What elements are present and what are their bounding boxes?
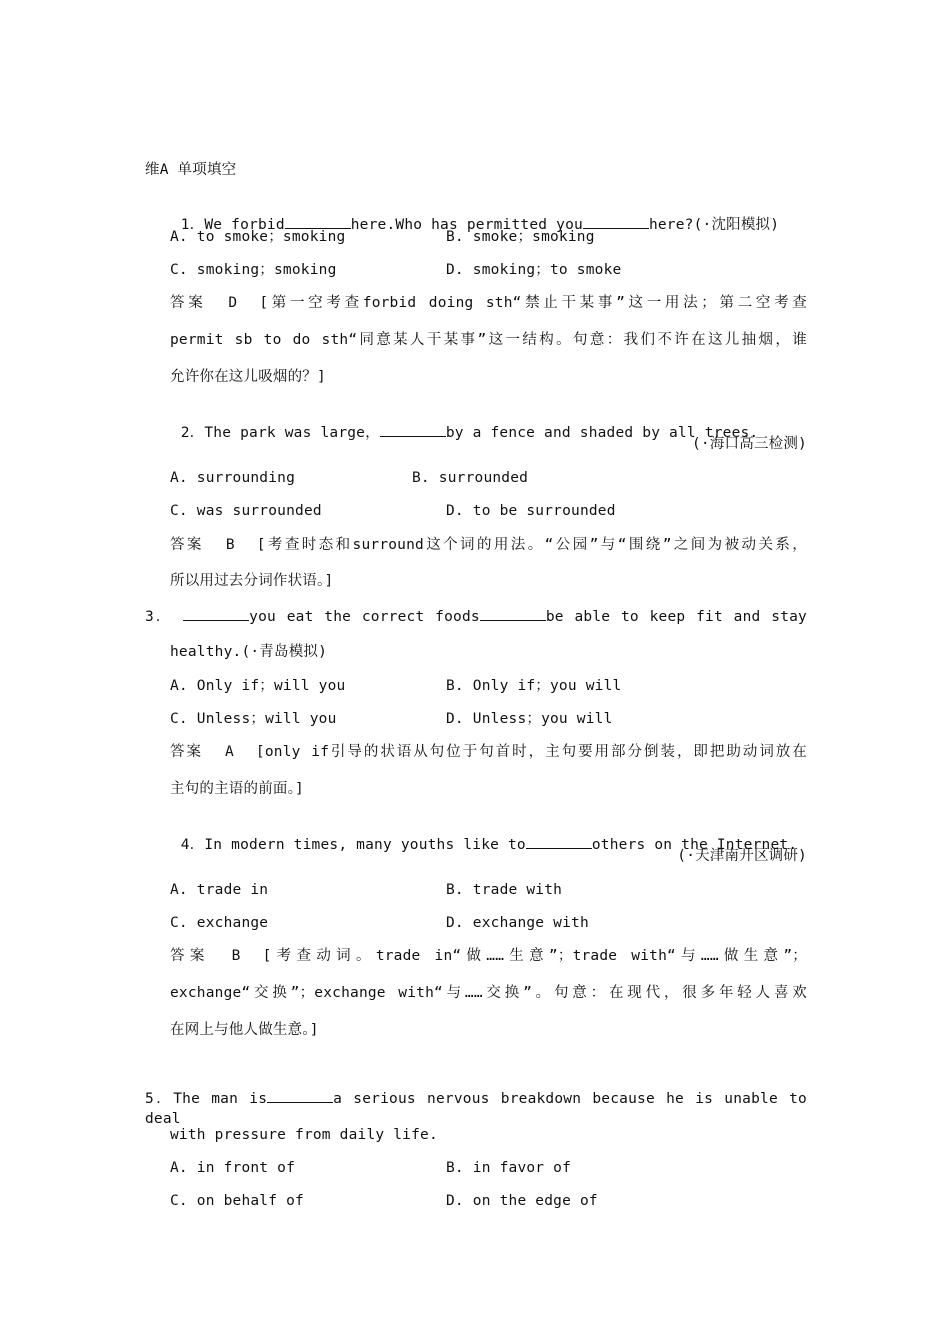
explanation-text: [考查动词。trade in“做……生意”；trade with“与……做生意”；: [262, 948, 807, 964]
answer-label: 答案: [170, 537, 204, 553]
answer-key: B: [231, 948, 241, 964]
answer-key: D: [228, 295, 238, 311]
explanation-line: exchange“交换”；exchange with“与……交换”。句意：在现代，很多年轻人喜欢: [170, 985, 807, 1001]
question-3-stem: [145, 606, 807, 627]
option-a: A. surrounding: [170, 470, 296, 486]
option-b: B. smoke；smoking: [446, 229, 595, 245]
question-number: 1．: [180, 217, 205, 233]
stem-text: The park was large，: [204, 425, 380, 441]
stem-text: We forbid: [204, 217, 285, 233]
option-c: C. on behalf of: [170, 1193, 304, 1209]
answer-blank: [267, 1088, 333, 1103]
question-number: 5．: [145, 1091, 174, 1107]
answer-blank: [380, 422, 446, 437]
option-b: B. in favor of: [446, 1160, 572, 1176]
stem-text: a serious nervous breakdown because he is unable to deal: [145, 1091, 807, 1127]
option-c: C. smoking；smoking: [170, 262, 337, 278]
option-c: C. exchange: [170, 915, 269, 931]
option-b: B. trade with: [446, 882, 563, 898]
option-a: A. Only if；will you: [170, 678, 346, 694]
explanation-line: 允许你在这儿吸烟的？]: [170, 369, 326, 385]
answer-line: [170, 946, 807, 966]
option-d: D. to be surrounded: [446, 503, 616, 519]
stem-text: by a fence and shaded by all trees.: [445, 425, 759, 441]
answer-blank: [526, 834, 592, 849]
option-d: D. on the edge of: [446, 1193, 598, 1209]
option-c: C. Unless；will you: [170, 711, 337, 727]
stem-text: you eat the correct foods: [249, 609, 480, 625]
question-number: 2．: [180, 425, 205, 441]
explanation-line: 在网上与他人做生意。]: [170, 1022, 319, 1038]
explanation-line: 所以用过去分词作状语。]: [170, 573, 334, 589]
answer-line: [170, 742, 807, 762]
option-c: C. was surrounded: [170, 503, 322, 519]
question-source: (·天津南开区调研): [677, 848, 807, 864]
explanation-line: 主句的主语的前面。]: [170, 781, 304, 797]
explanation-text: [only if引导的状语从句位于句首时，主句要用部分倒装，即把助动词放在: [255, 744, 807, 760]
option-d: D. smoking；to smoke: [446, 262, 622, 278]
answer-label: 答案: [170, 948, 210, 964]
stem-text: others on the Internet.: [591, 837, 798, 853]
explanation-text: [考查时态和surround这个词的用法。“公园”与“围绕”之间为被动关系，: [256, 537, 807, 553]
explanation-text: [第一空考查forbid doing sth“禁止干某事”这一用法；第二空考查: [259, 295, 807, 311]
question-number: 3．: [145, 609, 173, 625]
stem-continuation: with pressure from daily life.: [170, 1127, 438, 1143]
question-source: (·海口高三检测): [692, 436, 807, 452]
answer-line: [170, 293, 807, 313]
answer-label: 答案: [170, 295, 207, 311]
answer-label: 答案: [170, 744, 203, 760]
section-heading: 维A 单项填空: [145, 162, 237, 178]
question-number: 4．: [180, 837, 205, 853]
option-b: B. surrounded: [412, 470, 529, 486]
answer-blank: [183, 606, 249, 621]
stem-text: here.Who has permitted you: [350, 217, 583, 233]
stem-text: here?(·沈阳模拟): [648, 217, 780, 233]
stem-text: be able to keep fit and stay: [545, 609, 807, 625]
answer-blank: [480, 606, 546, 621]
answer-key: B: [225, 537, 235, 553]
stem-text: In modern times, many youths like to: [204, 837, 526, 853]
option-d: D. exchange with: [446, 915, 589, 931]
question-5-stem: [145, 1088, 807, 1129]
question-2-stem: [145, 402, 758, 463]
option-d: D. Unless；you will: [446, 711, 613, 727]
stem-continuation: healthy.(·青岛模拟): [170, 644, 328, 660]
option-a: A. in front of: [170, 1160, 296, 1176]
answer-key: A: [224, 744, 234, 760]
stem-text: The man is: [173, 1091, 268, 1107]
option-a: A. trade in: [170, 882, 269, 898]
answer-line: [170, 535, 807, 555]
option-b: B. Only if；you will: [446, 678, 622, 694]
explanation-line: permit sb to do sth“同意某人干某事”这一结构。句意：我们不许在这儿抽烟，谁: [170, 332, 807, 348]
option-a: A. to smoke；smoking: [170, 229, 346, 245]
